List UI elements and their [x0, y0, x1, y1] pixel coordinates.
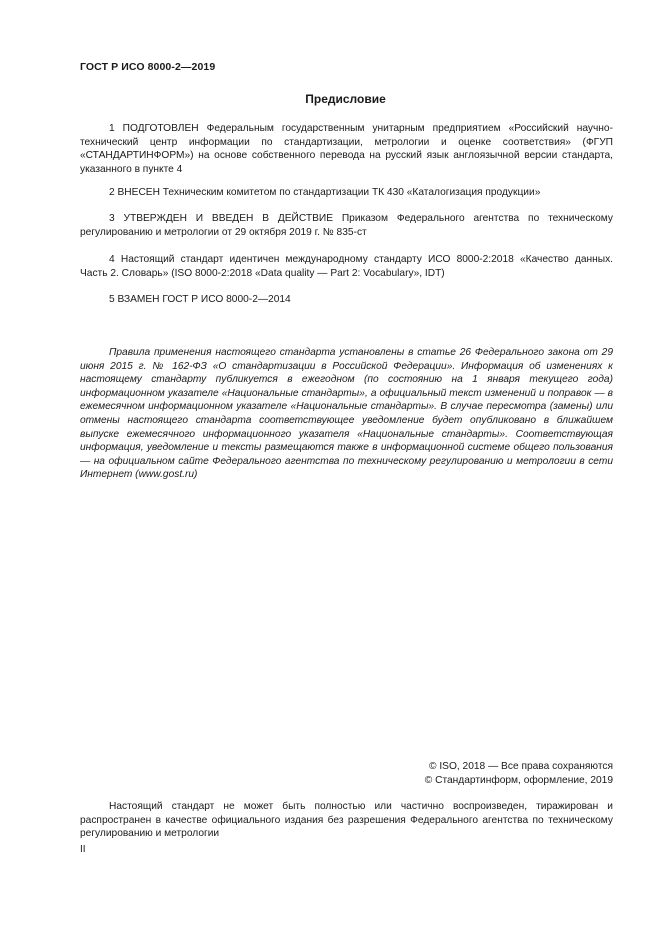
copyright-standartinform: © Стандартинформ, оформление, 2019 [424, 775, 613, 786]
document-code-header: ГОСТ Р ИСО 8000-2—2019 [80, 61, 216, 73]
copyright-block [425, 760, 613, 788]
copyright-iso: © ISO, 2018 — Все права сохраняются [429, 761, 613, 772]
page-number: II [80, 844, 86, 855]
preface-item-5: 5 ВЗАМЕН ГОСТ Р ИСО 8000-2—2014 [109, 294, 291, 305]
preface-item-4: 4 Настоящий стандарт идентичен международному стандарту ИСО 8000-2:2018 «Качество данных. Часть 2. Словарь» (ISO 8000-2:2018 «Data quality — Part 2: Vocabulary», IDT) [80, 254, 613, 279]
reproduction-restriction-notice: Настоящий стандарт не может быть полностью или частично воспроизведен, тиражирован и распространен в качестве официального издания без разрешения Федерального агентства по техническому регулированию и метрологии [80, 801, 613, 840]
preface-item-3: 3 УТВЕРЖДЕН И ВВЕДЕН В ДЕЙСТВИЕ Приказом Федерального агентства по техническому регулированию и метрологии от 29 октября 2019 г. № 835-ст [80, 213, 613, 238]
preface-title: Предисловие [305, 92, 386, 106]
standard-application-notice: Правила применения настоящего стандарта установлены в статье 26 Федерального закона от 29 июня 2015 г. № 162-ФЗ «О стандартизации в Российской Федерации». Информация об изменениях к настоящему стандарту публикуется в ежегодном (по состоянию на 1 января текущего года) информационном указателе «Национальные стандарты», а официальный текст изменений и поправок — в ежемесячном информационном указателе «Национальные стандарты». В случае пересмотра (замены) или отмены настоящего стандарта соответствующее уведомление будет опубликовано в ближайшем выпуске ежемесячного информационного указателя «Национальные стандарты». Соответствующая информация, уведомление и тексты размещаются также в информационной системе общего пользования — на официальном сайте Федерального агентства по техническому регулированию и метрологии в сети Интернет (www.gost.ru) [80, 347, 613, 481]
preface-item-2: 2 ВНЕСЕН Техническим комитетом по стандартизации ТК 430 «Каталогизация продукции» [109, 187, 541, 198]
preface-item-1: 1 ПОДГОТОВЛЕН Федеральным государственным унитарным предприятием «Российский научно-технический центр информации по стандартизации, метрологии и оценке соответствия» (ФГУП «СТАНДАРТИНФОРМ») на основе собственного перевода на русский язык англоязычной версии стандарта, указанного в пункте 4 [80, 123, 613, 175]
